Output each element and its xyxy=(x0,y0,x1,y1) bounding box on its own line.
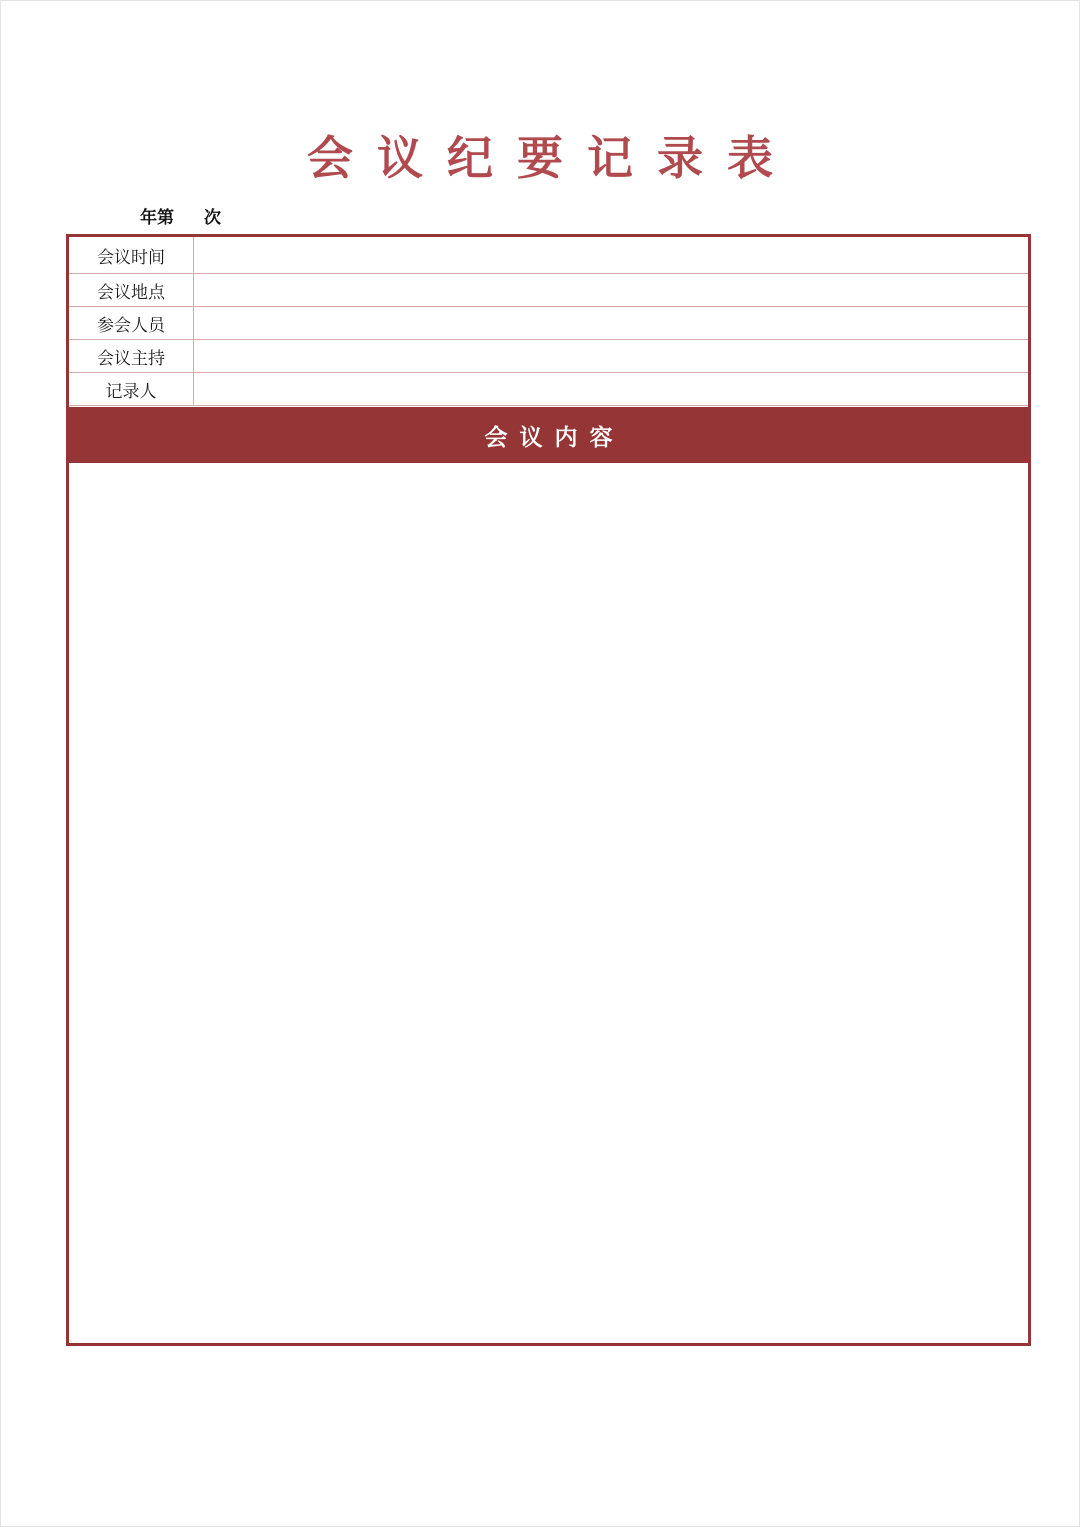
session-count-label: 次 xyxy=(204,208,221,228)
meeting-time-label: 会议时间 xyxy=(69,237,194,273)
attendees-label: 参会人员 xyxy=(69,307,194,339)
meeting-location-field[interactable] xyxy=(194,274,1028,306)
host-label: 会议主持 xyxy=(69,340,194,372)
host-field[interactable] xyxy=(194,340,1028,372)
row-recorder xyxy=(69,373,1028,406)
page-title: 会议纪要记录表 xyxy=(307,131,797,185)
row-meeting-time xyxy=(69,237,1028,274)
row-host xyxy=(69,340,1028,373)
row-attendees xyxy=(69,307,1028,340)
session-year-label: 年第 xyxy=(140,208,174,228)
content-section-title: 会议内容 xyxy=(484,424,625,451)
minutes-form xyxy=(66,234,1031,1346)
attendees-field[interactable] xyxy=(194,307,1028,339)
recorder-field[interactable] xyxy=(194,373,1028,405)
meeting-content-field[interactable] xyxy=(69,463,1028,1343)
row-meeting-location xyxy=(69,274,1028,307)
meeting-time-field[interactable] xyxy=(194,237,1028,273)
session-line xyxy=(140,205,221,231)
recorder-label: 记录人 xyxy=(69,373,194,405)
info-table xyxy=(69,237,1028,406)
content-section-header xyxy=(69,407,1028,463)
meeting-location-label: 会议地点 xyxy=(69,274,194,306)
